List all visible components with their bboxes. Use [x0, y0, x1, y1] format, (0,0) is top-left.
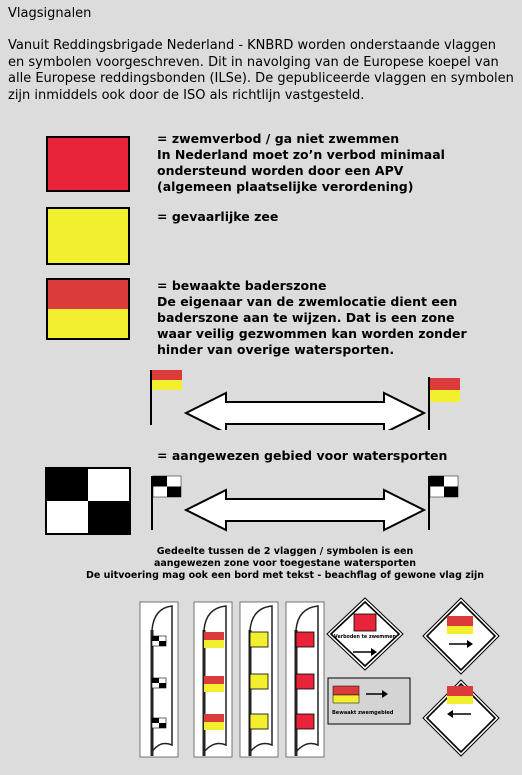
page-title: Vlagsignalen — [8, 6, 92, 21]
signal-ry-line-5: hinder van overige watersporten. — [157, 342, 395, 357]
note-line-3: De uitvoering mag ook een bord met tekst - beachflag of gewone vlag zijn — [86, 570, 484, 581]
red-flag-swatch — [46, 136, 130, 192]
signal-ry-line-3: baderszone aan te wijzen. Dat is een zone — [157, 310, 455, 325]
note-line-1: Gedeelte tussen de 2 vlaggen / symbolen is een — [156, 546, 414, 557]
signs-group — [325, 596, 505, 766]
signal-red-line-2: In Nederland moet zo’n verbod minimaal — [157, 147, 445, 162]
beachflags-group — [138, 600, 328, 760]
guarded-zone-board — [328, 678, 410, 724]
double-arrow-icon — [186, 490, 424, 530]
signal-yellow-line-1: = gevaarlijke zee — [157, 209, 279, 224]
watersport-zone-diagram — [140, 470, 470, 532]
signal-description-yellow — [157, 209, 517, 225]
signal-red-line-4: (algemeen plaatselijke verordening) — [157, 179, 414, 194]
signal-red-line-3: ondersteund worden door een APV — [157, 163, 404, 178]
guarded-sign-label: Bewaakt zwemgebied — [332, 710, 394, 716]
red-yellow-flag-swatch — [46, 278, 130, 340]
beachflag-icon — [286, 602, 324, 757]
red-yellow-flag-right — [429, 377, 460, 430]
signal-red-line-1: = zwemverbod / ga niet zwemmen — [157, 131, 400, 146]
diamond-sign-icon — [423, 598, 499, 674]
signal-description-checkered — [157, 448, 517, 464]
signal-ry-line-1: = bewaakte baderszone — [157, 278, 327, 293]
yellow-flag-swatch — [46, 207, 130, 265]
diamond-sign-icon — [423, 680, 499, 756]
checkered-flag-swatch — [45, 467, 131, 535]
double-arrow-icon — [186, 393, 424, 430]
signal-ry-line-4: waar veilig gezwommen kan worden zonder — [157, 326, 467, 341]
beachflag-icon — [194, 602, 232, 757]
signal-description-red-yellow — [157, 278, 517, 358]
checkered-flag-right — [429, 476, 458, 530]
note-line-2: aangewezen zone voor toegestane watersporten — [153, 558, 417, 569]
signal-ry-line-2: De eigenaar van de zwemlocatie dient een — [157, 294, 458, 309]
beachflag-icon — [240, 602, 278, 757]
bathing-zone-diagram — [140, 365, 470, 430]
forbidden-sign-label: Verboden te zwemmen — [334, 635, 396, 640]
signal-description-red — [157, 131, 517, 195]
diamond-sign-icon — [327, 598, 403, 670]
zone-note — [60, 546, 510, 582]
signal-checkered-line-1: = aangewezen gebied voor watersporten — [157, 448, 448, 463]
intro-text: Vanuit Reddingsbrigade Nederland - KNBRD worden onderstaande vlaggen en symbolen voorgeschreven. Dit in navolging van de Europese koepel van alle Europese reddingsbonden (ILSe). De gepubliceerde vlaggen en symbolen zijn inmiddels ook door de ISO als richtlijn vastgesteld. — [8, 38, 514, 103]
checkered-flag-left — [152, 476, 181, 530]
red-yellow-flag-left — [151, 370, 182, 425]
beachflag-icon — [140, 602, 178, 757]
